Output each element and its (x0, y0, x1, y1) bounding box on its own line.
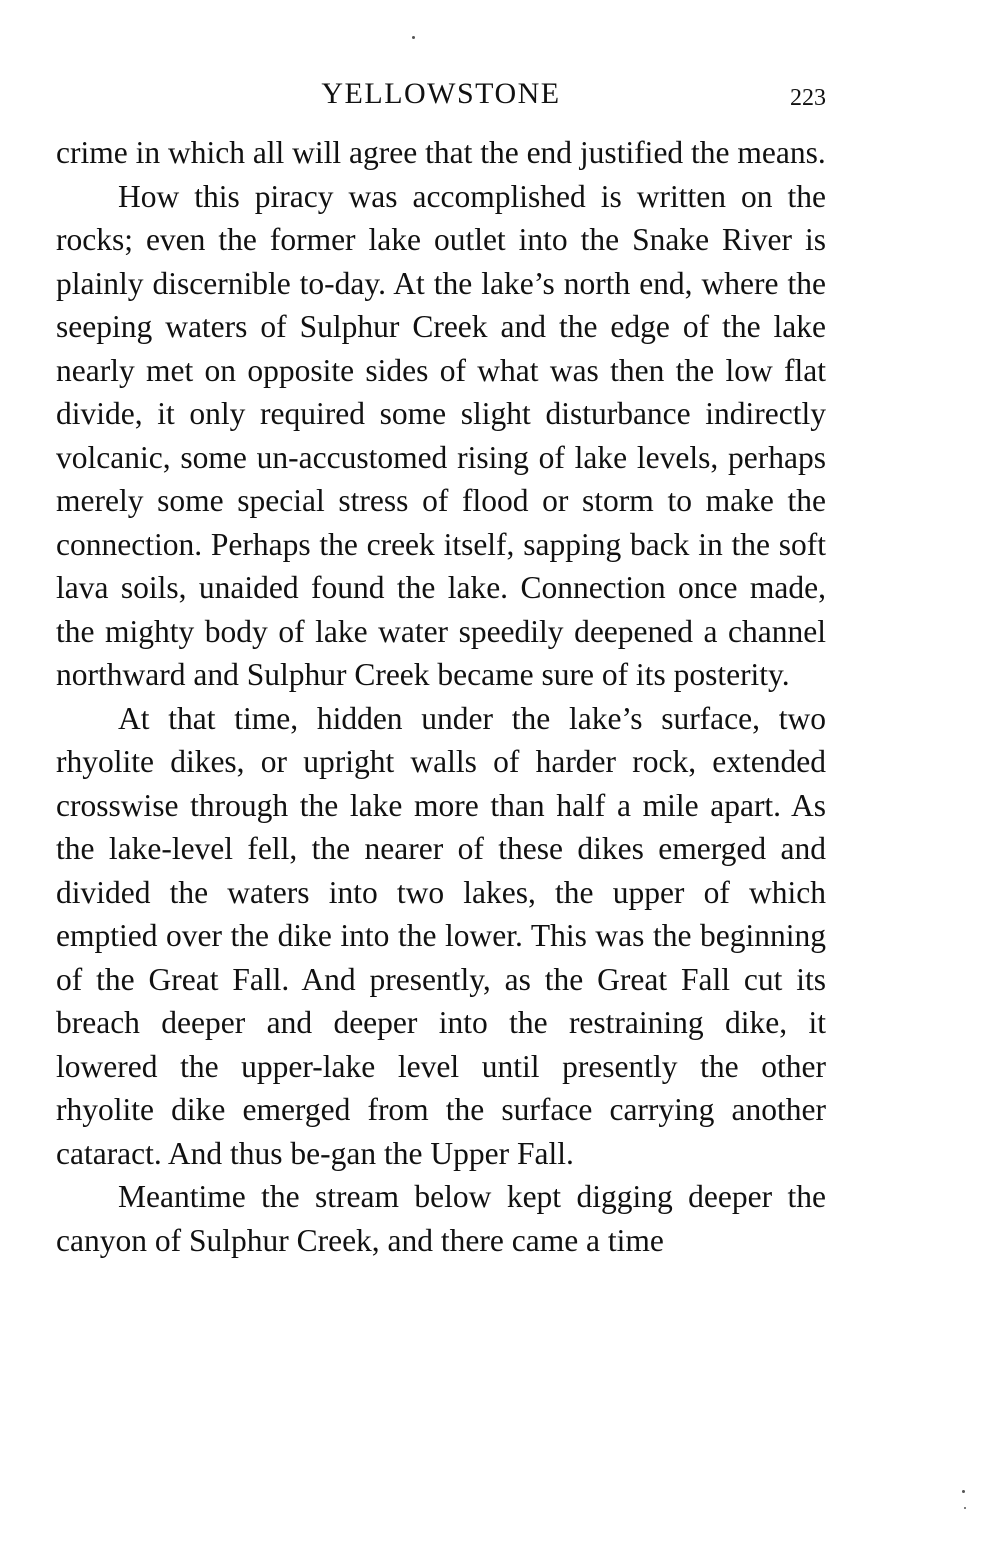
paragraph: How this piracy was accomplished is written on the rocks; even the former lake outlet into the Snake River is plainly discernible to-day. At the lake’s north end, where the seeping waters of Sulphur Creek and the edge of the lake nearly met on opposite sides of what was then the low flat divide, it only required some slight disturbance indirectly volcanic, some un-accustomed rising of lake levels, perhaps merely some special stress of flood or storm to make the connection. Perhaps the creek itself, sapping back in the soft lava soils, unaided found the lake. Connection once made, the mighty body of lake water speedily deepened a channel northward and Sulphur Creek became sure of its posterity. (56, 178, 826, 692)
running-head (56, 72, 826, 116)
running-title: YELLOWSTONE (321, 77, 561, 110)
paragraph: Meantime the stream below kept digging deeper the canyon of Sulphur Creek, and there came a time (56, 1179, 826, 1258)
scan-speck (962, 1490, 965, 1493)
scan-speck (412, 36, 415, 39)
body-text (56, 131, 826, 1262)
scan-speck (964, 1507, 966, 1509)
page-number: 223 (790, 85, 826, 111)
paragraph: At that time, hidden under the lake’s surface, two rhyolite dikes, or upright walls of harder rock, extended crosswise through the lake more than half a mile apart. As the lake-level fell, the nearer of these dikes emerged and divided the waters into two lakes, the upper of which emptied over the dike into the lower. This was the beginning of the Great Fall. And presently, as the Great Fall cut its breach deeper and deeper into the restraining dike, it lowered the upper-lake level until presently the other rhyolite dike emerged from the surface carrying another cataract. And thus be-gan the Upper Fall. (56, 700, 826, 1171)
paragraph-continuation: crime in which all will agree that the end justified the means. (56, 135, 826, 170)
